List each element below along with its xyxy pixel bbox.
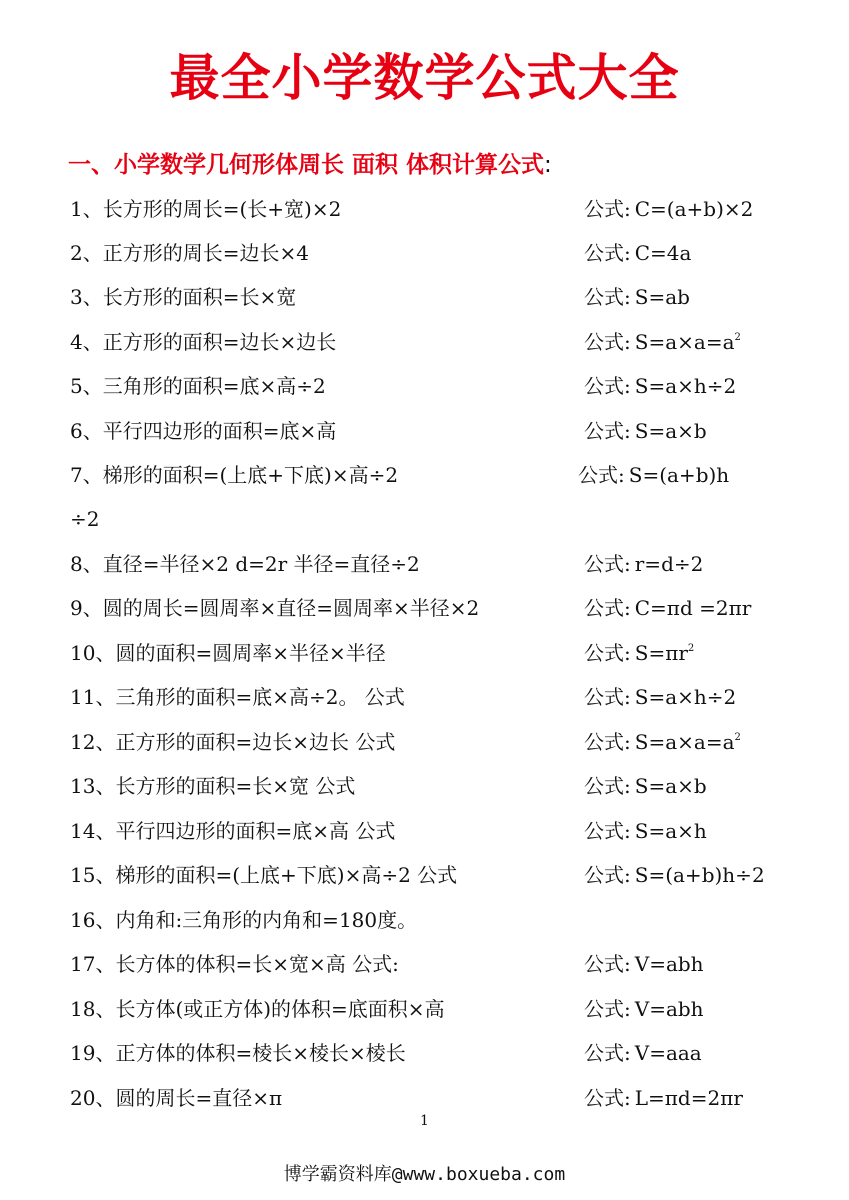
page-number: 1: [420, 1113, 429, 1129]
row-7-wrapped-text: ÷2: [70, 507, 100, 531]
formula-superscript: 2: [734, 732, 741, 743]
formula-row: [70, 370, 790, 402]
formula-row: [70, 770, 790, 802]
formula-text: S=(a+b)h: [628, 463, 730, 487]
formula-label: 公式:: [578, 463, 625, 487]
formula-expression: [584, 548, 703, 580]
formula-description: 8、直径=半径×2 d=2r 半径=直径÷2: [70, 552, 420, 576]
formula-text: S=(a+b)h÷2: [634, 863, 765, 887]
formula-superscript: 2: [734, 332, 741, 343]
formula-description: 7、梯形的面积=(上底+下底)×高÷2: [70, 463, 399, 487]
formula-label: 公式:: [584, 374, 631, 398]
formula-expression: [584, 281, 690, 313]
formula-text: S=a×b: [634, 419, 707, 443]
formula-description: 9、圆的周长=圆周率×直径=圆周率×半径×2: [70, 596, 480, 620]
formula-text: S=a×a=a: [634, 330, 735, 354]
formula-label: 公式:: [584, 197, 631, 221]
formula-row: [70, 681, 790, 713]
formula-expression: [584, 681, 736, 713]
formula-expression: [584, 326, 741, 358]
formula-expression: [578, 459, 729, 491]
formula-text: C=4a: [634, 241, 692, 265]
formula-label: 公式:: [584, 952, 631, 976]
formula-label: 公式:: [584, 1086, 631, 1110]
formula-text: S=a×h: [634, 819, 707, 843]
formula-description: 14、平行四边形的面积=底×高 公式: [70, 819, 396, 843]
formula-label: 公式:: [584, 552, 631, 576]
formula-label: 公式:: [584, 1041, 631, 1065]
formula-description: 3、长方形的面积=长×宽: [70, 285, 297, 309]
formula-expression: [584, 726, 741, 758]
formula-expression: [584, 237, 691, 269]
formula-description: 11、三角形的面积=底×高÷2。 公式: [70, 685, 405, 709]
formula-row: [70, 815, 790, 847]
formula-label: 公式:: [584, 863, 631, 887]
formula-expression: [584, 415, 707, 447]
formula-expression: [584, 770, 707, 802]
formula-row: [70, 1037, 790, 1069]
formula-text: S=a×b: [634, 774, 707, 798]
formula-label: 公式:: [584, 730, 631, 754]
formula-row: [70, 193, 790, 225]
formula-label: 公式:: [584, 774, 631, 798]
section-colon: :: [544, 152, 552, 178]
formula-description: 4、正方形的面积=边长×边长: [70, 330, 337, 354]
formula-row: [70, 415, 790, 447]
formula-row: [70, 326, 790, 358]
formula-label: 公式:: [584, 685, 631, 709]
formula-superscript: 2: [687, 643, 695, 654]
formula-expression: [584, 370, 736, 402]
formula-description: 10、圆的面积=圆周率×半径×半径: [70, 641, 386, 665]
formula-expression: [584, 815, 707, 847]
formula-text: C=πd =2πr: [634, 596, 752, 620]
formula-description: 13、长方形的面积=长×宽 公式: [70, 774, 356, 798]
formula-description: 12、正方形的面积=边长×边长 公式: [70, 730, 396, 754]
formula-row: [70, 281, 790, 313]
formula-label: 公式:: [584, 419, 631, 443]
formula-description: 18、长方体(或正方体)的体积=底面积×高: [70, 997, 445, 1021]
formula-text: S=ab: [634, 285, 690, 309]
formula-text: L=πd=2πr: [634, 1086, 743, 1110]
formula-expression: [584, 948, 704, 980]
formula-row: [70, 592, 790, 624]
formula-row: [70, 459, 790, 491]
formula-description: 16、内角和:三角形的内角和=180度。: [70, 908, 418, 932]
formula-row: [70, 948, 790, 980]
formula-row: [70, 726, 790, 758]
formula-text: V=abh: [634, 997, 704, 1021]
formula-description: 2、正方形的周长=边长×4: [70, 241, 309, 265]
formula-expression: [584, 859, 765, 891]
formula-description: 6、平行四边形的面积=底×高: [70, 419, 337, 443]
formula-row: [70, 637, 790, 669]
formula-expression: [584, 637, 694, 669]
formula-text: S=a×a=a: [634, 730, 735, 754]
formula-row: [70, 904, 790, 936]
formula-text: r=d÷2: [634, 552, 704, 576]
formula-expression: [584, 1037, 702, 1069]
formula-description: 19、正方体的体积=棱长×棱长×棱长: [70, 1041, 406, 1065]
formula-row: [70, 859, 790, 891]
formula-text: V=abh: [634, 952, 704, 976]
formula-text: S=a×h÷2: [634, 685, 737, 709]
formula-expression: [584, 993, 704, 1025]
formula-label: 公式:: [584, 641, 631, 665]
formula-text: S=a×h÷2: [634, 374, 737, 398]
formula-label: 公式:: [584, 819, 631, 843]
formula-text: S=πr: [634, 641, 688, 665]
formula-description: 1、长方形的周长=(长+宽)×2: [70, 197, 342, 221]
formula-expression: [584, 592, 751, 624]
footer-watermark: 博学霸资料库@www.boxueba.com: [283, 1164, 566, 1185]
formula-text: C=(a+b)×2: [634, 197, 754, 221]
formula-expression: [584, 1082, 743, 1114]
formula-description: 20、圆的周长=直径×π: [70, 1086, 283, 1110]
formula-label: 公式:: [584, 596, 631, 620]
formula-row: [70, 548, 790, 580]
formula-text: V=aaa: [634, 1041, 702, 1065]
formula-label: 公式:: [584, 330, 631, 354]
formula-label: 公式:: [584, 285, 631, 309]
formula-row: [70, 993, 790, 1025]
formula-row: [70, 1082, 790, 1114]
formula-expression: [584, 193, 753, 225]
section-heading-text: 一、小学数学几何形体周长 面积 体积计算公式: [68, 152, 545, 178]
formula-row: [70, 237, 790, 269]
formula-label: 公式:: [584, 997, 631, 1021]
formula-description: 15、梯形的面积=(上底+下底)×高÷2 公式: [70, 863, 458, 887]
formula-label: 公式:: [584, 241, 631, 265]
page-title: 最全小学数学公式大全: [169, 49, 680, 107]
formula-description: 17、长方体的体积=长×宽×高 公式:: [70, 952, 399, 976]
section-heading: [68, 146, 552, 179]
formula-description: 5、三角形的面积=底×高÷2: [70, 374, 326, 398]
